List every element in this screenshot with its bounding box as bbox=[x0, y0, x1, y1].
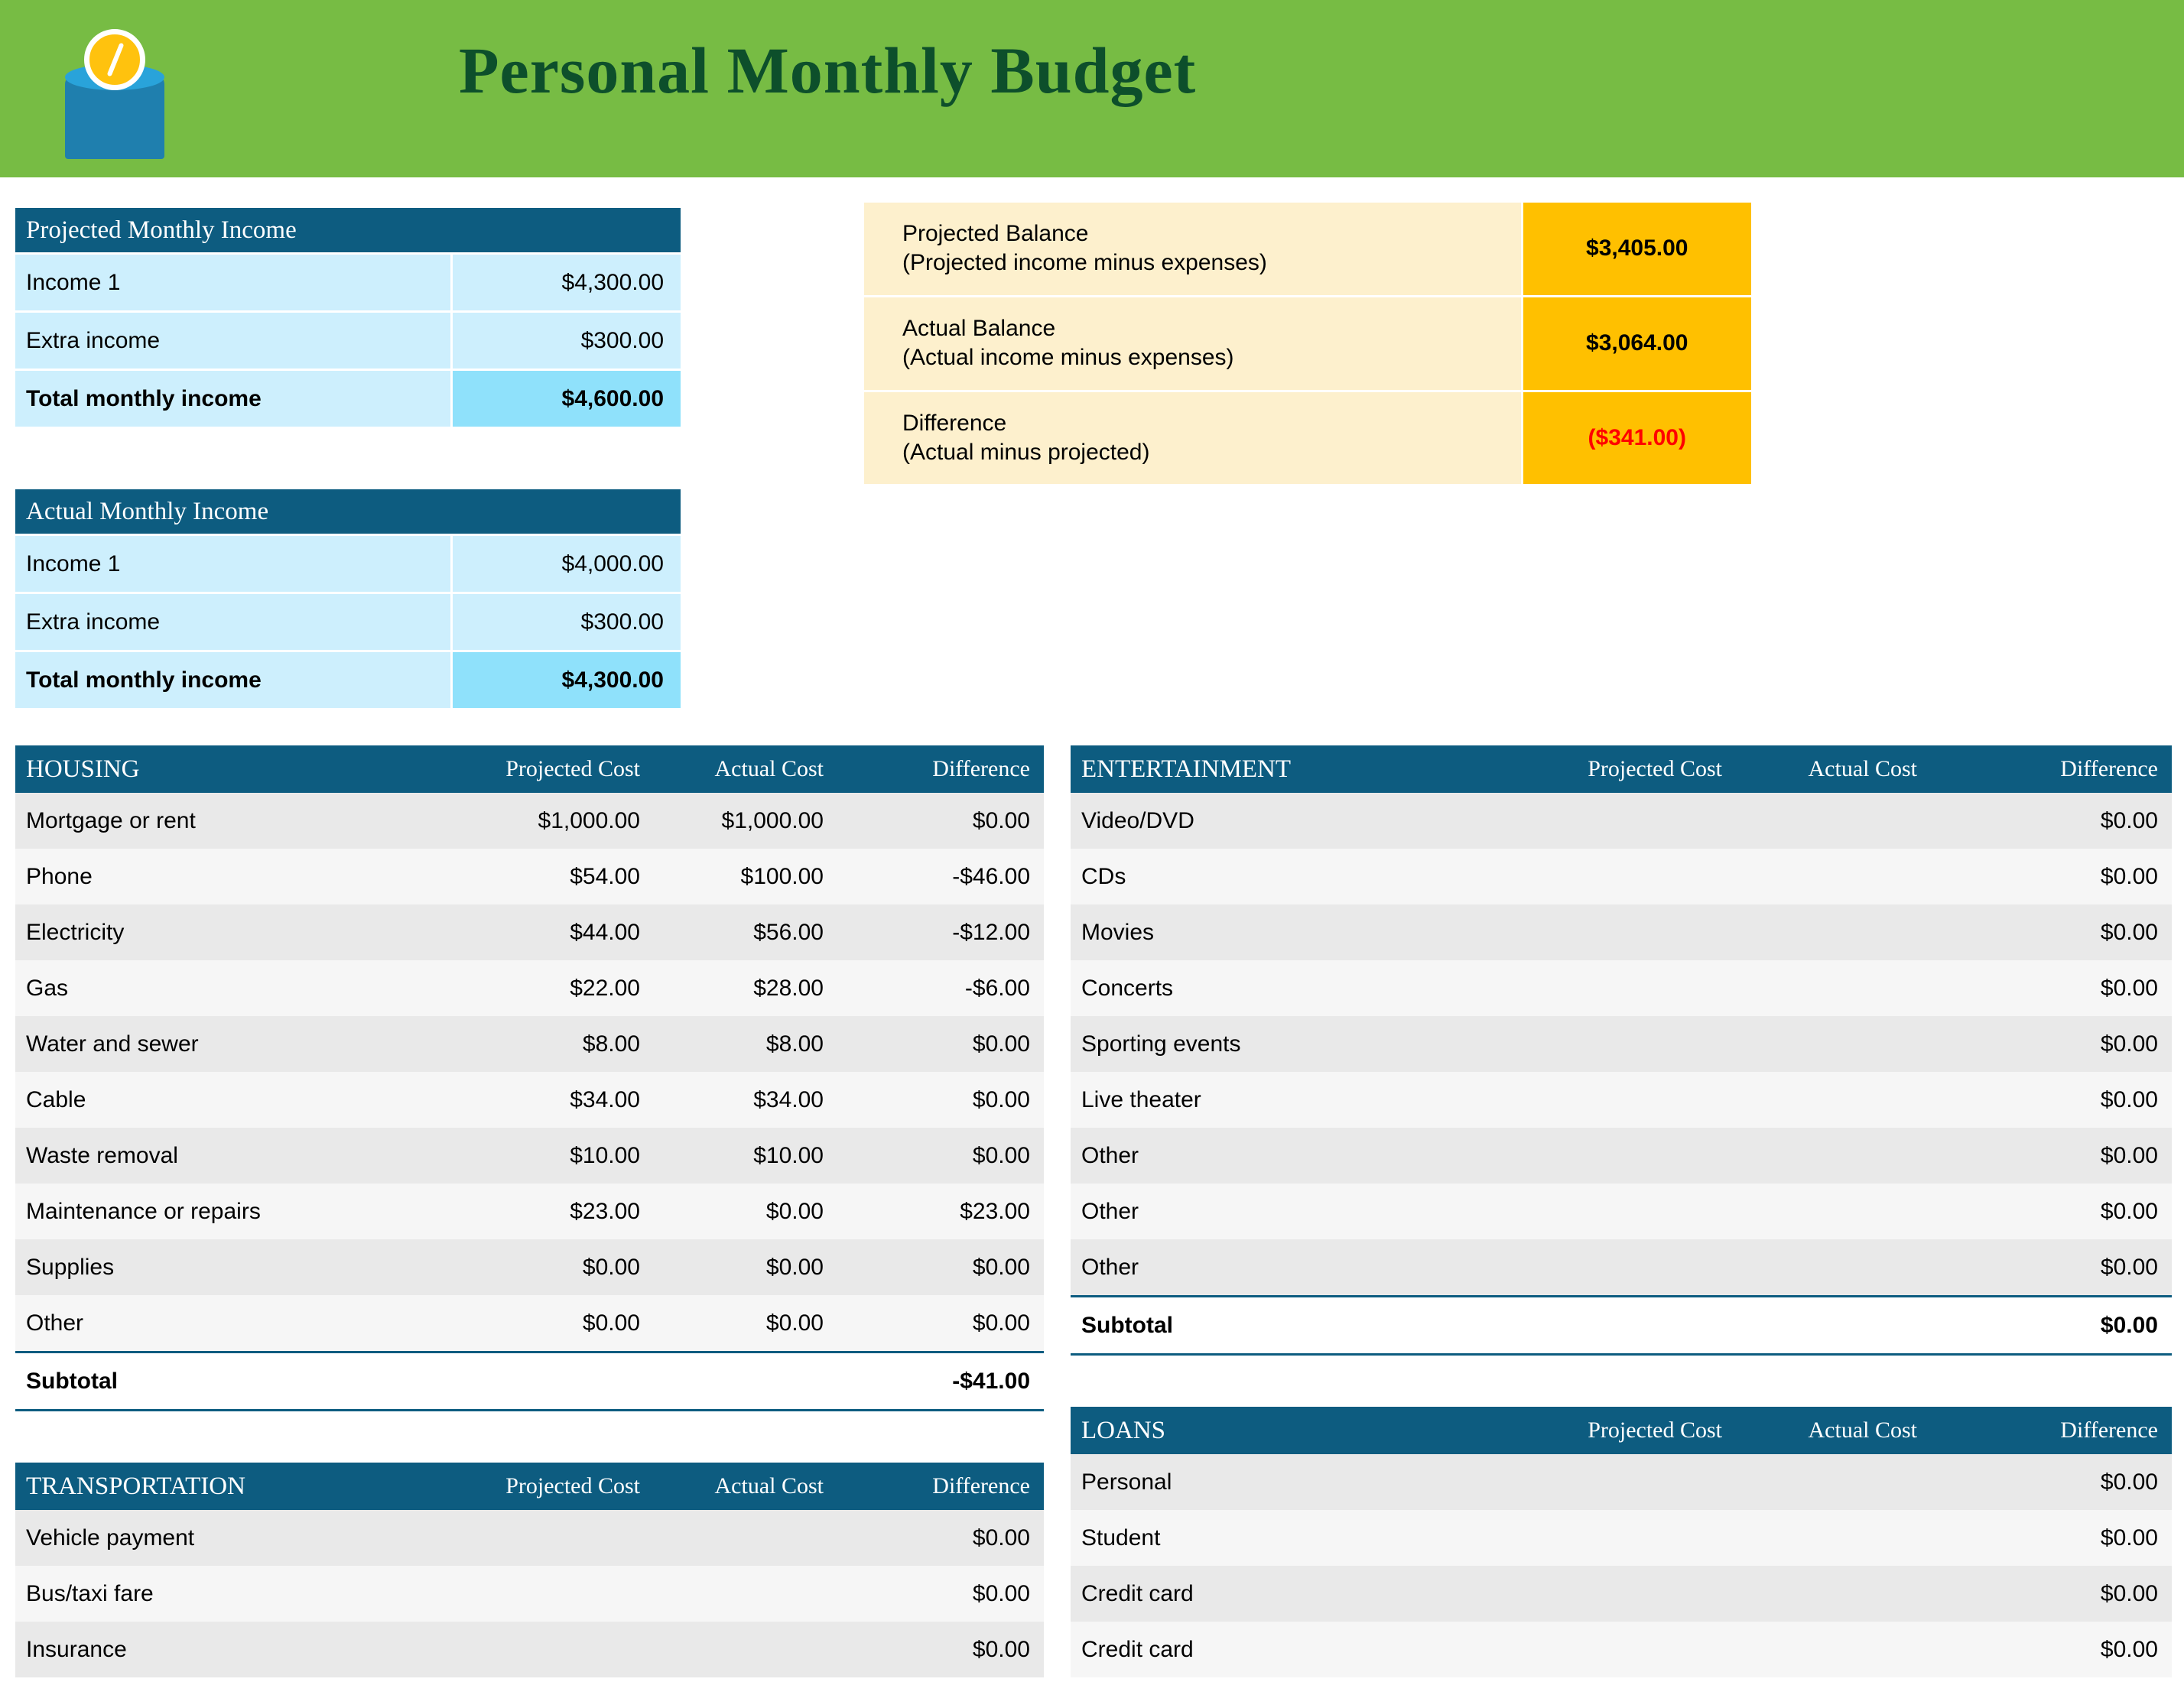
row-actual[interactable] bbox=[1736, 1454, 1931, 1510]
balance-row-actual bbox=[864, 296, 1751, 391]
row-label: Income 1 bbox=[15, 254, 451, 312]
row-projected[interactable]: $1,000.00 bbox=[447, 793, 654, 849]
row-difference: $0.00 bbox=[837, 1072, 1044, 1128]
entertainment-header-row bbox=[1071, 745, 2172, 793]
balance-summary-block bbox=[864, 203, 1751, 486]
row-actual[interactable]: $100.00 bbox=[654, 849, 837, 904]
row-amount: $4,600.00 bbox=[451, 370, 681, 428]
row-actual[interactable]: $8.00 bbox=[654, 1016, 837, 1072]
row-difference: $0.00 bbox=[1931, 904, 2172, 960]
balance-label bbox=[864, 391, 1522, 485]
col-difference: Difference bbox=[1931, 1407, 2172, 1454]
row-actual[interactable]: $0.00 bbox=[654, 1239, 837, 1295]
projected-income-title: Projected Monthly Income bbox=[15, 208, 681, 254]
transportation-title: TRANSPORTATION bbox=[15, 1463, 447, 1510]
row-difference: $0.00 bbox=[1931, 793, 2172, 849]
row-label: Insurance bbox=[15, 1622, 447, 1677]
subtotal-difference: -$41.00 bbox=[837, 1352, 1044, 1411]
row-difference: $0.00 bbox=[837, 1239, 1044, 1295]
projected-income-table bbox=[15, 208, 681, 429]
row-label: Waste removal bbox=[15, 1128, 447, 1184]
row-label: Maintenance or repairs bbox=[15, 1184, 447, 1239]
row-label: Bus/taxi fare bbox=[15, 1566, 447, 1622]
transportation-block bbox=[15, 1463, 1044, 1677]
row-label: Other bbox=[1071, 1128, 1506, 1184]
row-actual[interactable] bbox=[1736, 1184, 1931, 1239]
balance-label-main: Difference bbox=[902, 410, 1007, 436]
row-difference: $0.00 bbox=[837, 1622, 1044, 1677]
row-difference: $0.00 bbox=[837, 1295, 1044, 1352]
row-projected[interactable] bbox=[1506, 1510, 1736, 1566]
actual-income-title: Actual Monthly Income bbox=[15, 489, 681, 535]
table-row bbox=[15, 793, 1044, 849]
row-label: Total monthly income bbox=[15, 651, 451, 709]
row-actual[interactable] bbox=[1736, 1622, 1931, 1677]
row-label: Income 1 bbox=[15, 535, 451, 593]
row-difference: $0.00 bbox=[1931, 1128, 2172, 1184]
projected-income-block bbox=[15, 208, 681, 429]
table-row-total bbox=[15, 370, 681, 428]
row-actual[interactable] bbox=[1736, 1566, 1931, 1622]
subtotal-projected bbox=[1506, 1297, 1736, 1355]
table-row bbox=[1071, 1016, 2172, 1072]
row-label: Cable bbox=[15, 1072, 447, 1128]
row-projected[interactable]: $22.00 bbox=[447, 960, 654, 1016]
row-difference: $0.00 bbox=[837, 1510, 1044, 1566]
row-difference: $0.00 bbox=[1931, 1454, 2172, 1510]
housing-title: HOUSING bbox=[15, 745, 447, 793]
col-projected: Projected Cost bbox=[447, 745, 654, 793]
balance-label-sub: (Projected income minus expenses) bbox=[902, 250, 1267, 276]
col-difference: Difference bbox=[837, 745, 1044, 793]
row-projected[interactable]: $0.00 bbox=[447, 1239, 654, 1295]
loans-title: LOANS bbox=[1071, 1407, 1506, 1454]
col-actual: Actual Cost bbox=[654, 745, 837, 793]
row-difference: $0.00 bbox=[837, 1128, 1044, 1184]
row-difference: $0.00 bbox=[1931, 1622, 2172, 1677]
table-row bbox=[1071, 1622, 2172, 1677]
row-actual[interactable]: $56.00 bbox=[654, 904, 837, 960]
table-row-total bbox=[15, 651, 681, 709]
row-label: Extra income bbox=[15, 312, 451, 370]
row-actual[interactable]: $0.00 bbox=[654, 1295, 837, 1352]
page-header bbox=[0, 0, 2184, 177]
table-row bbox=[15, 535, 681, 593]
balance-summary-table bbox=[864, 203, 1751, 486]
row-difference: $23.00 bbox=[837, 1184, 1044, 1239]
subtotal-actual bbox=[654, 1352, 837, 1411]
row-projected[interactable]: $34.00 bbox=[447, 1072, 654, 1128]
table-row bbox=[15, 904, 1044, 960]
housing-block bbox=[15, 745, 1044, 1411]
row-label: Mortgage or rent bbox=[15, 793, 447, 849]
subtotal-label: Subtotal bbox=[15, 1352, 447, 1411]
row-projected[interactable] bbox=[1506, 1016, 1736, 1072]
row-projected[interactable]: $44.00 bbox=[447, 904, 654, 960]
row-projected[interactable] bbox=[1506, 1566, 1736, 1622]
entertainment-table bbox=[1071, 745, 2172, 1356]
row-actual[interactable] bbox=[654, 1510, 837, 1566]
row-label: Student bbox=[1071, 1510, 1506, 1566]
table-row bbox=[1071, 960, 2172, 1016]
table-row bbox=[15, 1128, 1044, 1184]
row-difference: -$12.00 bbox=[837, 904, 1044, 960]
row-label: Gas bbox=[15, 960, 447, 1016]
row-label: Movies bbox=[1071, 904, 1506, 960]
row-projected[interactable] bbox=[1506, 960, 1736, 1016]
table-row bbox=[1071, 1566, 2172, 1622]
row-projected[interactable]: $54.00 bbox=[447, 849, 654, 904]
row-projected[interactable]: $10.00 bbox=[447, 1128, 654, 1184]
coin-icon bbox=[84, 29, 145, 90]
col-projected: Projected Cost bbox=[447, 1463, 654, 1510]
row-difference: $0.00 bbox=[837, 1566, 1044, 1622]
row-projected[interactable]: $8.00 bbox=[447, 1016, 654, 1072]
table-row bbox=[15, 1072, 1044, 1128]
row-difference: $0.00 bbox=[1931, 849, 2172, 904]
row-label: Personal bbox=[1071, 1454, 1506, 1510]
transportation-header-row bbox=[15, 1463, 1044, 1510]
balance-value: $3,405.00 bbox=[1522, 203, 1751, 296]
table-row bbox=[1071, 1510, 2172, 1566]
row-projected[interactable] bbox=[447, 1510, 654, 1566]
row-label: CDs bbox=[1071, 849, 1506, 904]
projected-income-header bbox=[15, 208, 681, 254]
row-actual[interactable] bbox=[1736, 904, 1931, 960]
row-projected[interactable] bbox=[1506, 1239, 1736, 1297]
table-row bbox=[15, 849, 1044, 904]
table-row bbox=[15, 254, 681, 312]
balance-label-sub: (Actual income minus expenses) bbox=[902, 345, 1234, 371]
row-actual[interactable] bbox=[1736, 1239, 1931, 1297]
row-projected[interactable]: $0.00 bbox=[447, 1295, 654, 1352]
row-actual[interactable] bbox=[654, 1566, 837, 1622]
balance-label bbox=[864, 203, 1522, 296]
row-projected[interactable] bbox=[1506, 1072, 1736, 1128]
row-label: Supplies bbox=[15, 1239, 447, 1295]
row-difference: $0.00 bbox=[837, 1016, 1044, 1072]
row-difference: $0.00 bbox=[1931, 1184, 2172, 1239]
actual-income-block bbox=[15, 489, 681, 710]
loans-table bbox=[1071, 1407, 2172, 1677]
balance-label-sub: (Actual minus projected) bbox=[902, 439, 1150, 465]
table-row bbox=[15, 593, 681, 651]
row-actual[interactable] bbox=[1736, 960, 1931, 1016]
balance-row-difference bbox=[864, 391, 1751, 485]
page-title: Personal Monthly Budget bbox=[459, 34, 1197, 107]
row-difference: $0.00 bbox=[1931, 1510, 2172, 1566]
entertainment-title: ENTERTAINMENT bbox=[1071, 745, 1506, 793]
row-difference: -$46.00 bbox=[837, 849, 1044, 904]
row-difference: $0.00 bbox=[1931, 960, 2172, 1016]
table-row bbox=[15, 1239, 1044, 1295]
col-projected: Projected Cost bbox=[1506, 745, 1736, 793]
row-label: Live theater bbox=[1071, 1072, 1506, 1128]
table-row bbox=[15, 1622, 1044, 1677]
subtotal-actual bbox=[1736, 1297, 1931, 1355]
row-label: Other bbox=[1071, 1184, 1506, 1239]
loans-header-row bbox=[1071, 1407, 2172, 1454]
table-row bbox=[15, 1184, 1044, 1239]
balance-row-projected bbox=[864, 203, 1751, 296]
row-projected[interactable]: $23.00 bbox=[447, 1184, 654, 1239]
col-actual: Actual Cost bbox=[1736, 1407, 1931, 1454]
row-projected[interactable] bbox=[1506, 1184, 1736, 1239]
row-amount[interactable]: $4,000.00 bbox=[451, 535, 681, 593]
row-label: Vehicle payment bbox=[15, 1510, 447, 1566]
row-projected[interactable] bbox=[1506, 793, 1736, 849]
balance-value: $3,064.00 bbox=[1522, 296, 1751, 391]
row-label: Electricity bbox=[15, 904, 447, 960]
table-row bbox=[15, 1510, 1044, 1566]
table-row bbox=[1071, 904, 2172, 960]
row-actual[interactable]: $0.00 bbox=[654, 1184, 837, 1239]
row-actual[interactable] bbox=[1736, 849, 1931, 904]
row-label: Extra income bbox=[15, 593, 451, 651]
row-amount[interactable]: $300.00 bbox=[451, 593, 681, 651]
table-row bbox=[1071, 849, 2172, 904]
col-difference: Difference bbox=[837, 1463, 1044, 1510]
table-row bbox=[15, 1295, 1044, 1352]
subtotal-projected bbox=[447, 1352, 654, 1411]
subtotal-label: Subtotal bbox=[1071, 1297, 1506, 1355]
table-row bbox=[1071, 1072, 2172, 1128]
housing-table bbox=[15, 745, 1044, 1411]
entertainment-subtotal-row bbox=[1071, 1297, 2172, 1355]
row-amount[interactable]: $4,300.00 bbox=[451, 254, 681, 312]
col-difference: Difference bbox=[1931, 745, 2172, 793]
row-actual[interactable] bbox=[1736, 1016, 1931, 1072]
housing-subtotal-row bbox=[15, 1352, 1044, 1411]
row-projected[interactable] bbox=[447, 1622, 654, 1677]
table-row bbox=[1071, 1184, 2172, 1239]
subtotal-difference: $0.00 bbox=[1931, 1297, 2172, 1355]
row-label: Total monthly income bbox=[15, 370, 451, 428]
row-difference: $0.00 bbox=[1931, 1016, 2172, 1072]
row-amount: $4,300.00 bbox=[451, 651, 681, 709]
actual-income-header bbox=[15, 489, 681, 535]
row-label: Other bbox=[1071, 1239, 1506, 1297]
row-actual[interactable] bbox=[1736, 1510, 1931, 1566]
row-actual[interactable] bbox=[1736, 793, 1931, 849]
housing-header-row bbox=[15, 745, 1044, 793]
row-actual[interactable]: $34.00 bbox=[654, 1072, 837, 1128]
table-row bbox=[1071, 1128, 2172, 1184]
table-row bbox=[15, 960, 1044, 1016]
row-label: Credit card bbox=[1071, 1566, 1506, 1622]
row-label: Credit card bbox=[1071, 1622, 1506, 1677]
balance-value: ($341.00) bbox=[1522, 391, 1751, 485]
row-actual[interactable]: $1,000.00 bbox=[654, 793, 837, 849]
table-row bbox=[1071, 793, 2172, 849]
row-projected[interactable] bbox=[1506, 1128, 1736, 1184]
row-label: Concerts bbox=[1071, 960, 1506, 1016]
transportation-table bbox=[15, 1463, 1044, 1677]
row-actual[interactable]: $28.00 bbox=[654, 960, 837, 1016]
col-actual: Actual Cost bbox=[654, 1463, 837, 1510]
entertainment-block bbox=[1071, 745, 2172, 1356]
table-row bbox=[15, 1016, 1044, 1072]
row-label: Other bbox=[15, 1295, 447, 1352]
row-difference: -$6.00 bbox=[837, 960, 1044, 1016]
row-label: Video/DVD bbox=[1071, 793, 1506, 849]
row-difference: $0.00 bbox=[1931, 1072, 2172, 1128]
row-difference: $0.00 bbox=[837, 793, 1044, 849]
row-actual[interactable] bbox=[654, 1622, 837, 1677]
col-projected: Projected Cost bbox=[1506, 1407, 1736, 1454]
row-amount[interactable]: $300.00 bbox=[451, 312, 681, 370]
coin-jar-icon bbox=[31, 8, 191, 161]
balance-label bbox=[864, 296, 1522, 391]
table-row bbox=[1071, 1454, 2172, 1510]
row-projected[interactable] bbox=[1506, 904, 1736, 960]
actual-income-table bbox=[15, 489, 681, 710]
table-row bbox=[15, 1566, 1044, 1622]
row-actual[interactable] bbox=[1736, 1072, 1931, 1128]
row-projected[interactable] bbox=[1506, 1622, 1736, 1677]
table-row bbox=[15, 312, 681, 370]
row-label: Water and sewer bbox=[15, 1016, 447, 1072]
balance-label-main: Projected Balance bbox=[902, 221, 1089, 246]
row-difference: $0.00 bbox=[1931, 1239, 2172, 1297]
row-label: Phone bbox=[15, 849, 447, 904]
row-projected[interactable] bbox=[1506, 1454, 1736, 1510]
table-row bbox=[1071, 1239, 2172, 1297]
row-actual[interactable]: $10.00 bbox=[654, 1128, 837, 1184]
col-actual: Actual Cost bbox=[1736, 745, 1931, 793]
row-actual[interactable] bbox=[1736, 1128, 1931, 1184]
balance-label-main: Actual Balance bbox=[902, 315, 1056, 341]
row-projected[interactable] bbox=[447, 1566, 654, 1622]
row-projected[interactable] bbox=[1506, 849, 1736, 904]
row-label: Sporting events bbox=[1071, 1016, 1506, 1072]
loans-block bbox=[1071, 1407, 2172, 1677]
row-difference: $0.00 bbox=[1931, 1566, 2172, 1622]
